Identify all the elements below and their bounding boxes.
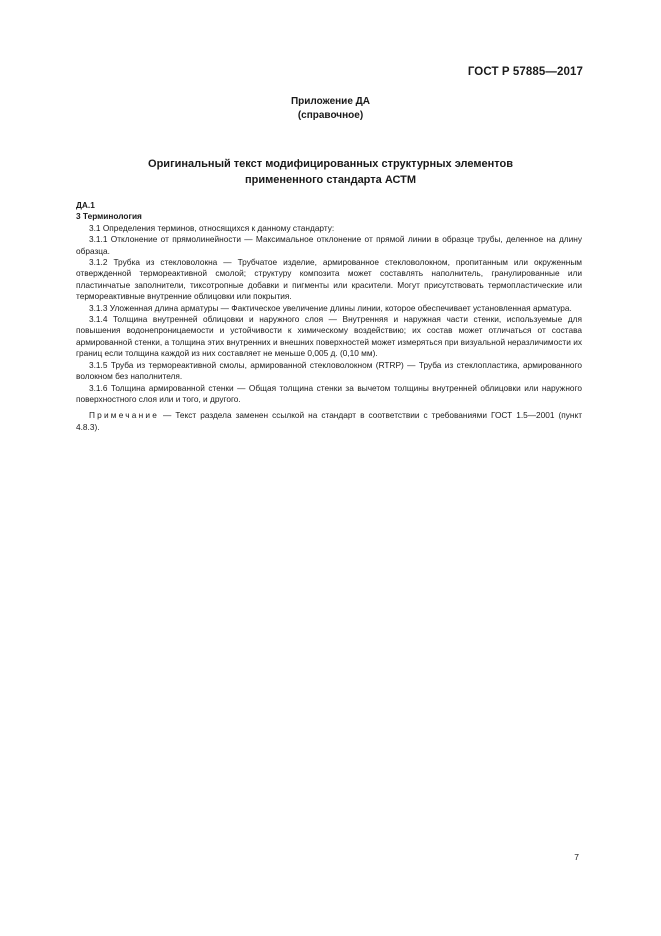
note-text: — Текст раздела заменен ссылкой на стандарт в соответствии с требованиями ГОСТ 1.5—2001 (пункт 4.8.3). [76, 410, 582, 432]
appendix-label: Приложение ДА [290, 96, 371, 107]
paragraph-3-1: 3.1 Определения терминов, относящихся к данному стандарту: [89, 222, 335, 233]
appendix-type: (справочное) [297, 110, 364, 121]
section-id: ДА.1 [76, 200, 95, 210]
note [76, 410, 582, 433]
paragraph-3-1-3: 3.1.3 Уложенная длина арматуры — Фактическое увеличение длины линии, которое обеспечивает установленная арматура. [89, 302, 572, 313]
section-heading: 3 Терминология [76, 211, 142, 222]
note-label: Примечание [89, 410, 160, 421]
title-line-2: примененного стандарта АСТМ [244, 174, 417, 186]
paragraph-3-1-2: 3.1.2 Трубка из стекловолокна — Трубчатое изделие, армированное стекловолокном, пропитанным или окруженным отвержденной термореактивной смолой; структуру композита может составлять наполнитель, гранулированные или пластинчатые заполнители, тиксотропные добавки и пигменты или красители. Могут присутствовать термопластические или термореактивные внутренние облицовки или покрытия. [76, 257, 582, 302]
title-line-1: Оригинальный текст модифицированных структурных элементов [148, 158, 513, 170]
paragraph-3-1-6: 3.1.6 Толщина армированной стенки — Общая толщина стенки за вычетом толщины внутренней облицовки или наружного поверхностного слоя или и того, и другого. [76, 382, 582, 404]
paragraph-3-1-1: 3.1.1 Отклонение от прямолинейности — Максимальное отклонение от прямой линии в образце трубы, деленное на длину образца. [76, 234, 582, 256]
standard-number: ГОСТ Р 57885—2017 [467, 66, 583, 78]
paragraph-3-1-5: 3.1.5 Труба из термореактивной смолы, армированной стекловолокном (RTRP) — Труба из стеклопластика, армированного волокном без наполнителя. [76, 359, 582, 382]
paragraph-3-1-4: 3.1.4 Толщина внутренней облицовки и наружного слоя — Внутренняя и наружная части стенки, используемые для повышения водонепроницаемости и устойчивости к химическому воздействию; их состав может отличаться от состава армированной стенки, а толщина этих внутренних и внешних поверхностей может измеряться при визуальной неразличимости их границ если толщина каждой из них составляет не меньше 0,005 д. (0,10 мм). [76, 314, 582, 359]
document-title [0, 156, 661, 188]
body-text [76, 200, 582, 433]
appendix-heading [0, 95, 661, 123]
page-number: 7 [574, 852, 579, 862]
